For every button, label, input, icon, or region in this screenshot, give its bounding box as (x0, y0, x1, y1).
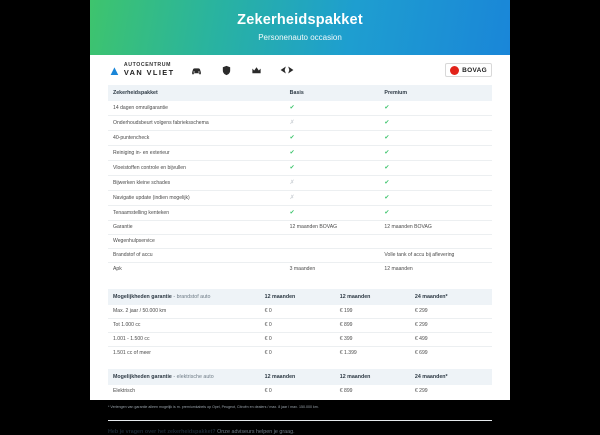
feature-label: Apk (113, 266, 122, 273)
table-header-row (108, 85, 492, 101)
cell-text: 12 maanden BOVAG (384, 224, 432, 231)
column-header-24m: 24 maanden* (410, 369, 492, 385)
basis-value (285, 146, 380, 161)
check-icon: ✔ (384, 179, 390, 186)
price-col-c: € 299 (414, 308, 428, 315)
price-table-electric (108, 369, 492, 398)
feature-label: Brandstof of accu (113, 252, 153, 259)
section-title: Mogelijkheden garantie (113, 293, 172, 300)
price-row-label: 1.501 cc of meer (113, 350, 151, 357)
price-col-b: € 899 (339, 322, 353, 329)
feature-label: 40-puntencheck (113, 135, 150, 142)
column-header-basis: Basis (285, 85, 380, 101)
footer-question: Heb je vragen over het zekerheidspakket? (108, 429, 216, 435)
premium-value (379, 101, 492, 115)
logo-bar (90, 55, 510, 85)
check-icon: ✔ (384, 194, 390, 201)
feature-label: Vloeistoffen controle en bijvullen (113, 165, 186, 172)
premium-value (379, 221, 492, 235)
basis-value (285, 101, 380, 115)
table-header-row (108, 289, 492, 305)
cross-icon: ✗ (289, 194, 295, 201)
table-row (108, 262, 492, 275)
price-col-a: € 0 (264, 388, 272, 395)
column-header-12m-a: 12 maanden (260, 369, 335, 385)
column-header-garantie-fuel (108, 289, 260, 305)
hero-banner (90, 0, 510, 55)
cross-icon: ✗ (289, 119, 295, 126)
price-col-c: € 699 (414, 350, 428, 357)
feature-table-wrapper (90, 85, 510, 276)
table-row (108, 131, 492, 146)
feature-label: 14 dagen omruilgarantie (113, 105, 168, 112)
wings-icon (279, 62, 295, 78)
feature-table (108, 85, 492, 276)
shield-icon (219, 62, 235, 78)
basis-value (285, 131, 380, 146)
bovag-label: BOVAG (462, 66, 487, 74)
feature-label: Reiniging in- en exterieur (113, 150, 170, 157)
check-icon: ✔ (289, 149, 295, 156)
premium-value (379, 248, 492, 262)
price-col-b: € 199 (339, 308, 353, 315)
table-row (108, 116, 492, 131)
footnote: * Verlengen van garantie alleen mogelijk is m. premiumkabels op Opel, Peugeot, Citroën en dealers / max. 8 jaar / max. 150.000 km. (108, 404, 319, 409)
column-header-12m-b: 12 maanden (335, 369, 410, 385)
column-header-feature: Zekerheidspakket (108, 85, 285, 101)
brand-line-1: AUTOCENTRUM (123, 62, 172, 69)
check-icon: ✔ (289, 209, 295, 216)
feature-label: Tenaamstelling kenteken (113, 210, 170, 217)
premium-value (379, 131, 492, 146)
table-row (108, 101, 492, 115)
cell-text: 12 maanden (384, 266, 413, 273)
feature-label: Wegenhulpservice (113, 238, 155, 245)
price-col-b: € 899 (339, 388, 353, 395)
section-title: Mogelijkheden garantie (113, 373, 172, 380)
price-col-c: € 299 (414, 388, 428, 395)
crown-icon (249, 62, 265, 78)
price-table-electric-body (108, 385, 492, 398)
column-header-12m-a: 12 maanden (260, 289, 335, 305)
feature-table-body (108, 101, 492, 275)
premium-value (379, 161, 492, 176)
table-row (108, 234, 492, 248)
basis-value (285, 206, 380, 221)
feature-label: Garantie (113, 224, 133, 231)
premium-value (379, 191, 492, 206)
table-row (108, 221, 492, 235)
document-page (90, 0, 510, 435)
column-header-premium: Premium (379, 85, 492, 101)
table-header-row (108, 369, 492, 385)
cell-text: 12 maanden BOVAG (289, 224, 338, 231)
price-table-electric-wrapper (90, 369, 510, 398)
cell-text: 3 maanden (289, 266, 316, 273)
price-col-c: € 299 (414, 322, 428, 329)
table-row (108, 206, 492, 221)
check-icon: ✔ (289, 104, 295, 111)
column-header-24m: 24 maanden* (410, 289, 492, 305)
column-header-12m-b: 12 maanden (335, 289, 410, 305)
price-col-a: € 0 (264, 350, 272, 357)
table-row (108, 191, 492, 206)
basis-value (285, 191, 380, 206)
price-table-fuel (108, 289, 492, 360)
feature-label: Bijwerken kleine schades (113, 180, 171, 187)
page-title: Zekerheidspakket (237, 12, 363, 29)
table-row (108, 176, 492, 191)
premium-value (379, 116, 492, 131)
price-col-b: € 399 (339, 336, 353, 343)
column-header-garantie-electric (108, 369, 260, 385)
basis-value (285, 262, 380, 275)
check-icon: ✔ (384, 119, 390, 126)
car-badge-icon (189, 62, 205, 78)
check-icon: ✔ (384, 104, 390, 111)
price-row-label: Tot 1.000 cc (113, 322, 141, 329)
table-row (108, 346, 492, 359)
check-icon: ✔ (384, 149, 390, 156)
premium-value (379, 234, 492, 248)
check-icon: ✔ (384, 209, 390, 216)
premium-value (379, 206, 492, 221)
page-subtitle: Personenauto occasion (258, 32, 342, 42)
basis-value (285, 176, 380, 191)
brand-line-2: VAN VLIET (123, 67, 175, 77)
check-icon: ✔ (289, 164, 295, 171)
cross-icon: ✗ (289, 179, 295, 186)
chevron-mark-icon: ▲ (108, 62, 121, 78)
section-subtitle: - elektrische auto (171, 373, 214, 380)
section-subtitle: - brandstof auto (171, 293, 211, 300)
table-row (108, 305, 492, 318)
company-logo (108, 63, 175, 76)
cell-text: Volle tank of accu bij aflevering (384, 252, 455, 259)
basis-value (285, 221, 380, 235)
table-row (108, 385, 492, 398)
check-icon: ✔ (384, 164, 390, 171)
basis-value (285, 248, 380, 262)
basis-value (285, 161, 380, 176)
table-row (108, 146, 492, 161)
price-col-a: € 0 (264, 322, 272, 329)
table-row (108, 248, 492, 262)
price-row-label: Elektrisch (113, 388, 136, 395)
price-table-fuel-wrapper (90, 289, 510, 360)
price-col-b: € 1.399 (339, 350, 357, 357)
price-col-a: € 0 (264, 336, 272, 343)
footer-contact (108, 420, 492, 435)
feature-label: Navigatie update (indien mogelijk) (113, 195, 190, 202)
price-table-fuel-body (108, 305, 492, 360)
basis-value (285, 116, 380, 131)
price-row-label: Max. 2 jaar / 50.000 km (113, 308, 167, 315)
basis-value (285, 234, 380, 248)
premium-value (379, 176, 492, 191)
table-row (108, 318, 492, 332)
check-icon: ✔ (384, 134, 390, 141)
price-row-label: 1.001 - 1.500 cc (113, 336, 150, 343)
bovag-logo-icon (450, 66, 459, 75)
price-col-c: € 499 (414, 336, 428, 343)
table-row (108, 332, 492, 346)
premium-value (379, 262, 492, 275)
footer-answer: Onze adviseurs helpen je graag. (217, 429, 295, 435)
feature-label: Onderhoudsbeurt volgens fabrieksschema (113, 120, 209, 127)
check-icon: ✔ (289, 134, 295, 141)
bovag-badge (445, 63, 492, 77)
table-row (108, 161, 492, 176)
price-col-a: € 0 (264, 308, 272, 315)
premium-value (379, 146, 492, 161)
